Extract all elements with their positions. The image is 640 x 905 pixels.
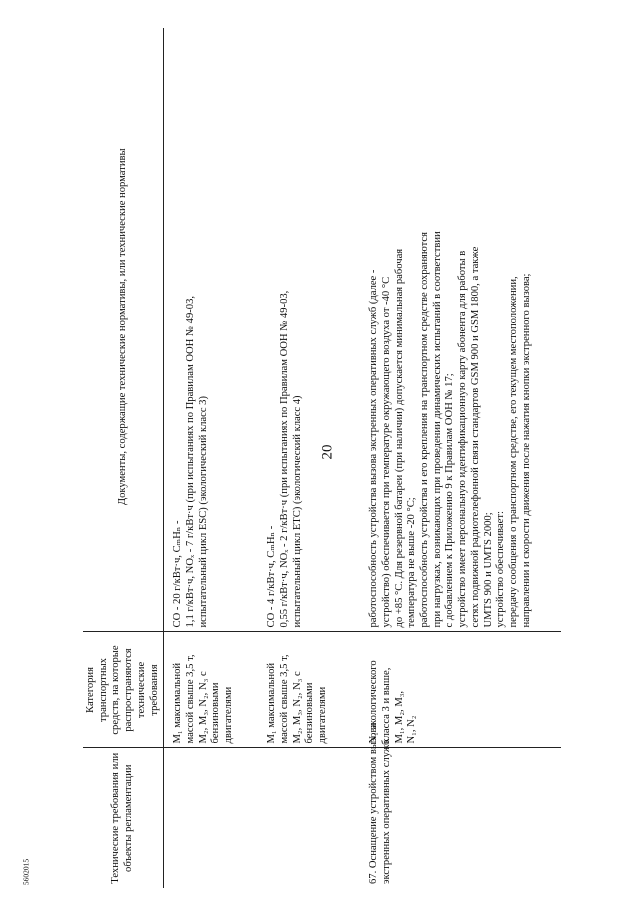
cell-line: температура не выше -20 °C; [406, 497, 418, 628]
cell-line: массой свыше 3,5 т, [278, 654, 290, 744]
cell-line: 1,1 г/кВт·ч, NOₓ - 7 г/кВт·ч (при испытаниях по Правилам ООН № 49-03, [184, 295, 196, 628]
cell-line: M₁ максимальной [266, 662, 278, 744]
header-line: средств, на которые [110, 645, 122, 735]
cell-line: N₁ экологического [368, 660, 380, 744]
cell-line: 67. Оснащение устройством вызова [368, 723, 380, 884]
cell-requirement [164, 748, 265, 888]
cell-line: сетях подвижной радиотелефонной связи стандартов GSM 900 и GSM 1800, а также [469, 246, 481, 628]
header-requirements: Технические требования или объекты регламентации [83, 748, 164, 888]
cell-line: двигателями [223, 686, 235, 744]
cell-category [164, 632, 265, 748]
header-line: распространяются [123, 648, 135, 732]
table-header-row [83, 28, 164, 888]
cell-line: работоспособность устройства вызова экстренных оперативных служб (далее - [368, 269, 380, 628]
cell-line: класса 3 и выше, [380, 667, 392, 744]
header-vehicle-category [83, 632, 164, 748]
cell-line: устройство обеспечивает: [495, 511, 507, 628]
cell-line: направлении и скорости движения после нажатия кнопки экстренного вызова; [520, 273, 532, 628]
rotated-table-container [83, 28, 561, 888]
header-line: транспортных [97, 658, 109, 722]
header-line: требования [148, 664, 160, 716]
cell-line: бензиновыми [210, 682, 222, 744]
header-line: технические [135, 661, 147, 719]
cell-line: с добавлением к Приложению 9 к Правилам ООН № 17; [444, 373, 456, 628]
cell-line: работоспособность устройства и его крепления на транспортном средстве сохраняются [419, 231, 431, 628]
cell-category [264, 632, 360, 748]
cell-line: M₂, M₃, N₂, N₃ с [291, 671, 303, 744]
cell-line: бензиновыми [304, 682, 316, 744]
cell-category [360, 632, 561, 748]
cell-line: устройство имеет персональную идентификационную карту абонента для работы в [457, 250, 469, 628]
header-line: Категория [85, 667, 96, 713]
page-number: 20 [319, 444, 336, 460]
cell-standard [360, 28, 561, 632]
cell-requirement [264, 748, 360, 888]
footer-code: 5602015 [21, 858, 31, 886]
cell-line: до +85 °C. Для резервной батареи (при наличии) допускается минимальная рабочая [393, 248, 405, 628]
table-row [360, 28, 561, 888]
regulation-table [83, 28, 561, 888]
cell-line: 0,55 г/кВт·ч, NOₓ - 2 г/кВт·ч (при испытаниях по Правилам ООН № 49-03, [278, 290, 290, 628]
cell-line: N₁, N₂ [406, 715, 418, 744]
table-row [164, 28, 265, 888]
cell-standard [264, 28, 360, 632]
cell-line: испытательный цикл ESC) (экологический класс 3) [197, 395, 209, 628]
cell-line: массой свыше 3,5 т, [184, 654, 196, 744]
cell-line: CO - 4 г/кВт·ч, CₘHₙ - [266, 525, 278, 628]
table-row [264, 28, 360, 888]
cell-line: устройство) обеспечивается при температуре окружающего воздуха от -40 °C [380, 276, 392, 628]
cell-line: испытательный цикл ETC) (экологический класс 4) [291, 395, 303, 628]
cell-line: M₁ максимальной [172, 662, 184, 744]
cell-standard [164, 28, 265, 632]
cell-line: экстренных оперативных служб [380, 739, 392, 884]
cell-line: M₁, M₂, M₃, [393, 690, 405, 744]
cell-line: при нагрузках, возникающих при проведении динамических испытаний в соответствии [431, 231, 443, 628]
cell-line: передачу сообщения о транспортном средстве, его текущем местоположении, [507, 276, 519, 628]
cell-line: UMTS 900 и UMTS 2000; [482, 512, 494, 628]
cell-line: двигателями [317, 686, 329, 744]
header-documents: Документы, содержащие технические нормативы, или технические нормативы [83, 28, 164, 632]
cell-line: CO - 20 г/кВт·ч, CₘHₙ - [172, 520, 184, 628]
cell-line: M₂, M₃, N₂, N₃ с [197, 671, 209, 744]
